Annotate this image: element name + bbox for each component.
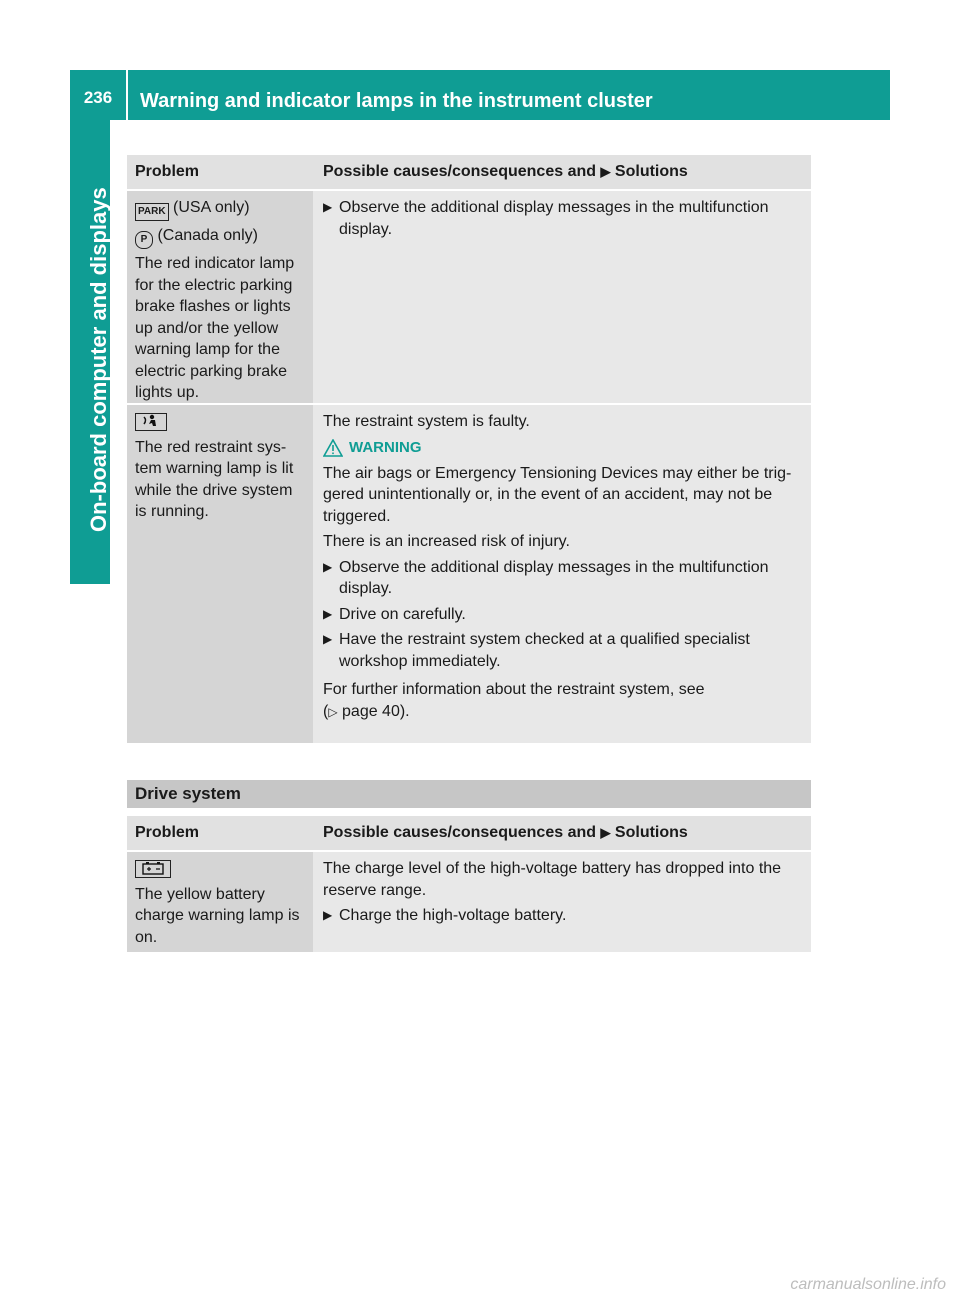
section-title: Drive system — [127, 780, 811, 808]
warning-label: WARNING — [349, 438, 422, 456]
battery-icon — [135, 860, 171, 878]
col-solutions-label: Solutions — [614, 163, 688, 180]
problem-description: The yellow battery charge warning lamp is on. — [135, 885, 300, 946]
col-problem-header: Problem — [127, 155, 313, 189]
problem-cell — [127, 852, 313, 952]
action-step: ▶ Observe the additional display messages in the multifunction display. — [323, 197, 805, 240]
further-info-text: For further information about the restraint system, see — [323, 681, 705, 698]
page-ref-arrow-icon: ▷ — [328, 704, 338, 719]
action-step: ▶ Drive on carefully. — [323, 604, 805, 626]
col-causes-header — [313, 816, 811, 850]
solution-cell — [313, 852, 811, 952]
table-row — [127, 191, 811, 405]
usa-only-note: (USA only) — [173, 199, 250, 216]
play-arrow-icon: ▶ — [600, 164, 611, 179]
canada-only-note: (Canada only) — [157, 227, 258, 244]
problem-description: The red indicator lamp for the electric parking brake flashes or lights up and/or the yellow warning lamp for the electric parking brake lights up. — [135, 255, 295, 401]
watermark: carmanualsonline.info — [790, 1276, 946, 1293]
chapter-label: On-board computer and displays — [86, 187, 111, 532]
col-solutions-label: Solutions — [614, 824, 688, 841]
bullet-arrow-icon: ▶ — [323, 606, 333, 621]
warning-triangle-icon — [323, 439, 349, 457]
warning-text: The air bags or Emergency Tensioning Devices may either be trig-gered unintentionally or, in the event of an accident, may not be triggered. — [323, 464, 792, 525]
action-step: ▶ Charge the high-voltage battery. — [323, 905, 805, 927]
park-lamp-icon: PARK — [135, 203, 169, 221]
page-title: Warning and indicator lamps in the instrument cluster — [140, 90, 653, 112]
bullet-arrow-icon: ▶ — [323, 200, 333, 214]
col-problem-header: Problem — [127, 816, 313, 850]
problem-cell — [127, 191, 313, 403]
problem-table-drive-system — [127, 816, 811, 954]
page-number: 236 — [83, 88, 113, 107]
bullet-arrow-icon: ▶ — [323, 559, 333, 574]
solution-cell — [313, 191, 811, 403]
problem-cell — [127, 405, 313, 743]
table-header-row — [127, 155, 811, 191]
risk-text: There is an increased risk of injury. — [323, 533, 570, 550]
bullet-arrow-icon: ▶ — [323, 908, 333, 922]
warning-heading — [323, 437, 805, 459]
action-step: ▶ Have the restraint system checked at a qualified specialist workshop immediately. — [323, 629, 805, 672]
header-divider — [126, 70, 128, 120]
cause-text: The charge level of the high-voltage battery has dropped into the reserve range. — [323, 860, 782, 899]
col-causes-header — [313, 155, 811, 189]
restraint-system-icon — [135, 413, 167, 431]
page-reference[interactable]: (▷ page 40). — [323, 702, 410, 720]
action-step: ▶ Observe the additional display messages in the multifunction display. — [323, 557, 805, 600]
problem-table-restraint — [127, 155, 811, 745]
play-arrow-icon: ▶ — [600, 825, 611, 840]
table-row — [127, 405, 811, 745]
cause-text: The restraint system is faulty. — [323, 413, 530, 430]
col-causes-label: Possible causes/consequences and — [323, 163, 597, 180]
problem-description: The red restraint sys-tem warning lamp is lit while the drive system is running. — [135, 438, 294, 520]
bullet-arrow-icon: ▶ — [323, 632, 333, 646]
col-causes-label: Possible causes/consequences and — [323, 824, 597, 841]
page-header — [70, 70, 890, 120]
parking-brake-lamp-icon: P — [135, 231, 153, 249]
table-header-row — [127, 816, 811, 852]
table-row — [127, 852, 811, 954]
solution-cell — [313, 405, 811, 743]
